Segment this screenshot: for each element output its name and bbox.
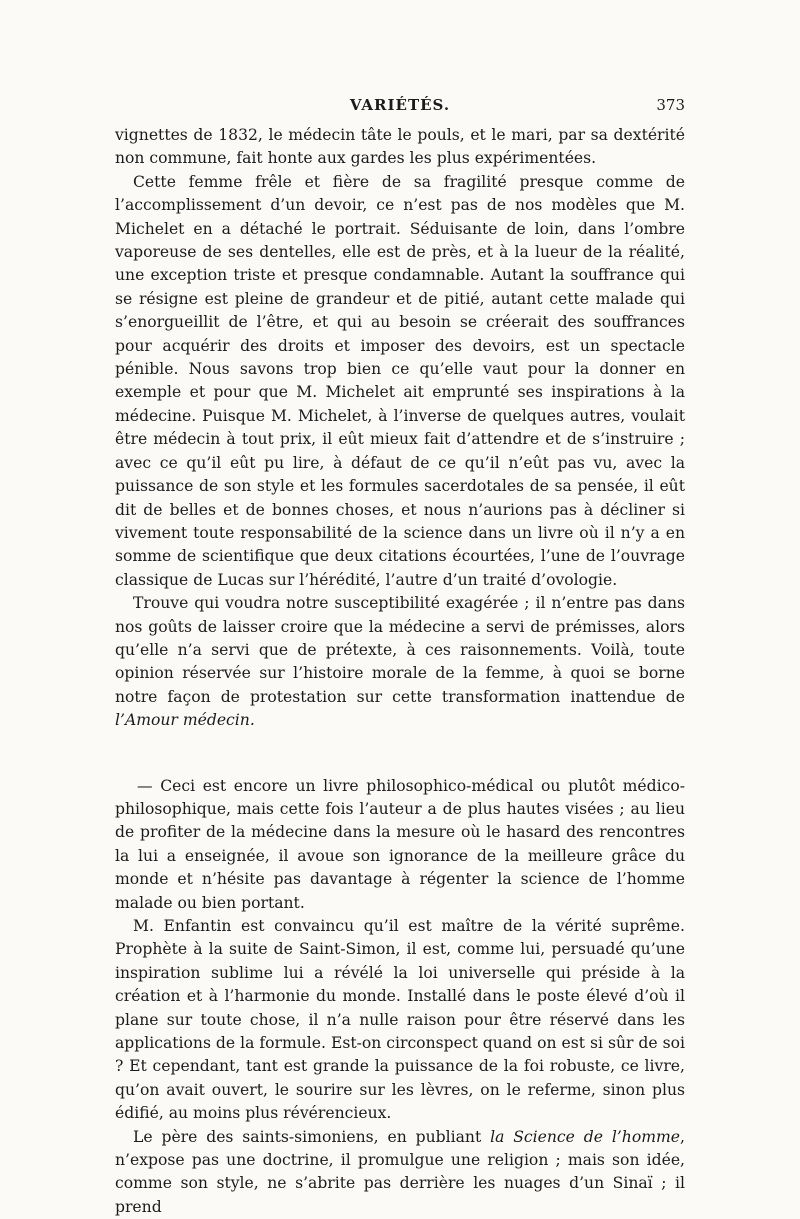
paragraph: Cette femme frêle et fière de sa fragilité presque comme de l’accomplissement d’un devoir, ce n’est pas de nos modèles que M. Michelet en a détaché le portrait. Séduisante de loin, dans l’ombre vaporeuse de ses dentelles, elle est de près, et à la lueur de la réalité, une exception triste et presque condamnable. Autant la souffrance qui se résigne est pleine de grandeur et de pitié, autant cette malade qui s’enorgueillit de l’être, et qui au besoin se créerait des souffrances pour acquérir des droits et imposer des devoirs, est un spectacle pénible. Nous savons trop bien ce qu’elle vaut pour la donner en exemple et pour que M. Michelet ait emprunté ses inspirations à la médecine. Puisque M. Michelet, à l’inverse de quelques autres, voulait être médecin à tout prix, il eût mieux fait d’attendre et de s’instruire ; avec ce qu’il eût pu lire, à défaut de ce qu’il n’eût pas vu, avec la puissance de son style et les formules sacerdotales de sa pensée, il eût dit de belles et de bonnes choses, et nous n’aurions pas à décliner si vivement toute responsabilité de la science dans un livre où il n’y a en somme de scientifique que deux citations écourtées, l’une de l’ouvrage classique de Lucas sur l’hérédité, l’autre d’un traité d’ovologie. — [115, 172, 685, 589]
running-head — [115, 96, 685, 120]
paragraph: Le père des saints-simoniens, en publiant la Science de l’homme, n’expose pas une doctrine, il promulgue une religion ; mais son idée, comme son style, ne s’abrite pas derrière les nuages d’un Sinaï ; il prend — [115, 1127, 685, 1216]
paragraph: vignettes de 1832, le médecin tâte le pouls, et le mari, par sa dextérité non commune, fait honte aux gardes les plus expérimentées. — [115, 126, 685, 168]
paragraph: — Ceci est encore un livre philosophico-médical ou plutôt médico-philosophique, mais cette fois l’auteur a de plus hautes visées ; au lieu de profiter de la médecine dans la mesure où le hasard des rencontres la lui a enseignée, il avoue son ignorance de la meilleure grâce du monde et n’hésite pas davantage à régenter la science de l’homme malade ou bien portant. — [115, 776, 685, 912]
page-number: 373 — [656, 96, 685, 114]
paragraph: Trouve qui voudra notre susceptibilité exagérée ; il n’entre pas dans nos goûts de laisser croire que la médecine a servi de prémisses, alors qu’elle n’a servi que de prétexte, à ces raisonnements. Voilà, toute opinion réservée sur l’histoire morale de la femme, à quoi se borne notre façon de protestation sur cette transformation inattendue de l’Amour médecin. — [115, 594, 685, 730]
body-text — [115, 124, 685, 1219]
running-title: VARIÉTÉS. — [349, 96, 451, 114]
italic-title: l’Amour médecin. — [115, 711, 255, 730]
paragraph: M. Enfantin est convaincu qu’il est maître de la vérité suprême. Prophète à la suite de Saint-Simon, il est, comme lui, persuadé qu’une inspiration sublime lui a révélé la loi universelle qui préside à la création et à l’harmonie du monde. Installé dans le poste élevé d’où il plane sur toute chose, il n’a nulle raison pour être réservé dans les applications de la formule. Est-on circonspect quand on est si sûr de soi ? Et cependant, tant est grande la puissance de la foi robuste, ce livre, qu’on avait ouvert, le sourire sur les lèvres, on le referme, sinon plus édifié, au moins plus révérencieux. — [115, 917, 685, 1123]
italic-title: la Science de l’homme — [490, 1127, 681, 1146]
